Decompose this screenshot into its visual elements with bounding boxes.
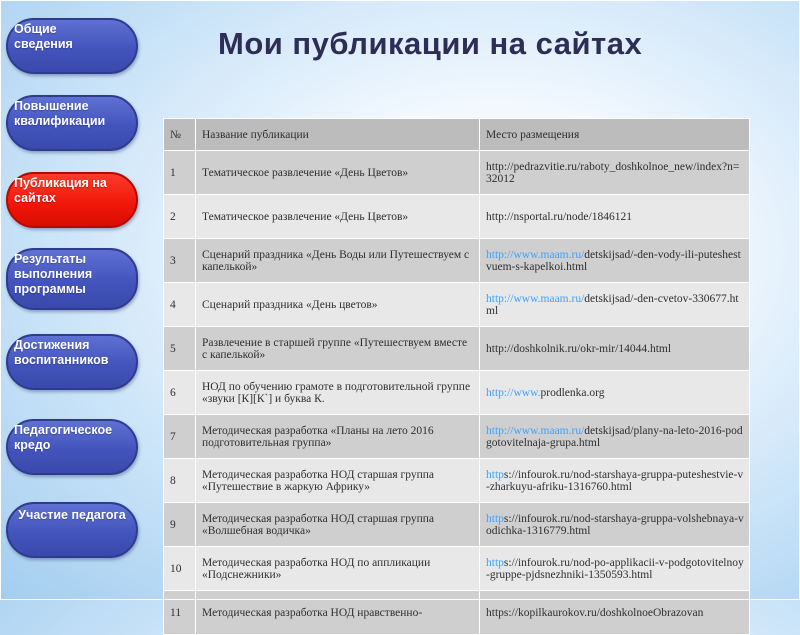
table-row xyxy=(164,151,750,195)
column-header-location: Место размещения xyxy=(480,119,750,151)
column-header-title: Название публикации xyxy=(196,119,480,151)
table-row xyxy=(164,195,750,239)
publication-location-link[interactable]: http://nsportal.ru/node/1846121 xyxy=(480,195,750,239)
publication-title: Методическая разработка НОД старшая группа «Путешествие в жаркую Африку» xyxy=(196,459,480,503)
table-row xyxy=(164,547,750,591)
publication-number: 10 xyxy=(164,547,196,591)
link-prefix[interactable]: http xyxy=(486,556,504,569)
publication-title: НОД по обучению грамоте в подготовительной группе «звуки [К][К`] и буква К. xyxy=(196,371,480,415)
table-row xyxy=(164,371,750,415)
link-prefix[interactable]: http://www.maam.ru/ xyxy=(486,248,585,261)
link-path[interactable]: detskijsad/plany-na-leto-2016-podgotovitelnaja-grupa.html xyxy=(486,424,743,449)
publication-title: Методическая разработка «Планы на лето 2016 подготовительная группа» xyxy=(196,415,480,459)
table-body xyxy=(164,151,750,635)
table-row xyxy=(164,283,750,327)
publication-number: 11 xyxy=(164,591,196,635)
publication-title: Методическая разработка НОД нравственно- xyxy=(196,591,480,635)
table-row xyxy=(164,327,750,371)
table-row xyxy=(164,591,750,635)
nav-label: Результаты выполнения программы xyxy=(14,252,93,296)
publication-number: 9 xyxy=(164,503,196,547)
publication-number: 6 xyxy=(164,371,196,415)
nav-label: Участие педагога xyxy=(18,508,126,522)
link-path[interactable]: s://infourok.ru/nod-po-applikacii-v-podgotovitelnoy-gruppe-pjdsnezhniki-1350593.html xyxy=(486,556,744,581)
publication-title: Развлечение в старшей группе «Путешествуем вместе с капелькой» xyxy=(196,327,480,371)
nav-pedagogical-credo-button[interactable] xyxy=(6,419,138,475)
nav-label: Публикация на сайтах xyxy=(14,176,107,205)
publication-number: 7 xyxy=(164,415,196,459)
table-row xyxy=(164,459,750,503)
link-path[interactable]: detskijsad/-den-cvetov-330677.html xyxy=(486,292,739,317)
link-prefix[interactable]: http xyxy=(486,468,504,481)
table-header-row xyxy=(164,119,750,151)
publication-location-link[interactable] xyxy=(480,239,750,283)
link-prefix[interactable]: http://www.maam.ru/ xyxy=(486,424,585,437)
table-row xyxy=(164,239,750,283)
nav-qualification-button[interactable] xyxy=(6,95,138,151)
table-row xyxy=(164,503,750,547)
publication-number: 3 xyxy=(164,239,196,283)
nav-publications-button[interactable] xyxy=(6,172,138,228)
publication-title: Тематическое развлечение «День Цветов» xyxy=(196,195,480,239)
nav-label: Общие сведения xyxy=(14,22,73,51)
nav-label: Педагогическое кредо xyxy=(14,423,113,452)
table-row xyxy=(164,415,750,459)
nav-label: Достижения воспитанников xyxy=(14,338,109,367)
publication-number: 5 xyxy=(164,327,196,371)
link-path[interactable]: detskijsad/-den-vody-ili-puteshestvuem-s-kapelkoi.html xyxy=(486,248,741,273)
publications-table xyxy=(163,118,750,635)
publication-location-link[interactable]: http://pedrazvitie.ru/raboty_doshkolnoe_new/index?n=32012 xyxy=(480,151,750,195)
publication-number: 2 xyxy=(164,195,196,239)
nav-achievements-button[interactable] xyxy=(6,334,138,390)
publication-title: Тематическое развлечение «День Цветов» xyxy=(196,151,480,195)
link-prefix[interactable]: http xyxy=(486,512,504,525)
nav-teacher-participation-button[interactable] xyxy=(6,502,138,558)
link-path[interactable]: s://infourok.ru/nod-starshaya-gruppa-puteshestvie-v-zharkuyu-afriku-1316760.html xyxy=(486,468,744,493)
link-prefix[interactable]: http://www.maam.ru/ xyxy=(486,292,585,305)
publication-title: Методическая разработка НОД старшая группа «Волшебная водичка» xyxy=(196,503,480,547)
publication-title: Методическая разработка НОД по аппликации «Подснежники» xyxy=(196,547,480,591)
publication-location-link[interactable] xyxy=(480,415,750,459)
publication-location-link[interactable] xyxy=(480,503,750,547)
publication-location-link[interactable] xyxy=(480,547,750,591)
nav-label: Повышение квалификации xyxy=(14,99,106,128)
link-path[interactable]: prodlenka.org xyxy=(540,386,605,399)
publication-location-link[interactable] xyxy=(480,283,750,327)
publication-number: 1 xyxy=(164,151,196,195)
publication-location-link[interactable]: http://doshkolnik.ru/okr-mir/14044.html xyxy=(480,327,750,371)
publication-number: 4 xyxy=(164,283,196,327)
publication-title: Сценарий праздника «День Воды или Путешествуем с капелькой» xyxy=(196,239,480,283)
link-path[interactable]: s://infourok.ru/nod-starshaya-gruppa-volshebnaya-vodichka-1316779.html xyxy=(486,512,744,537)
nav-general-info-button[interactable] xyxy=(6,18,138,74)
column-header-number: № xyxy=(164,119,196,151)
publications-table-wrapper xyxy=(163,118,749,635)
publication-number: 8 xyxy=(164,459,196,503)
page-title: Мои публикации на сайтах xyxy=(218,26,643,61)
nav-program-results-button[interactable] xyxy=(6,248,138,310)
publication-location-link[interactable] xyxy=(480,459,750,503)
publication-location-link[interactable] xyxy=(480,371,750,415)
publication-title: Сценарий праздника «День цветов» xyxy=(196,283,480,327)
publication-location-link[interactable]: https://kopilkaurokov.ru/doshkolnoeObrazovan xyxy=(480,591,750,635)
link-prefix[interactable]: http://www. xyxy=(486,386,541,399)
